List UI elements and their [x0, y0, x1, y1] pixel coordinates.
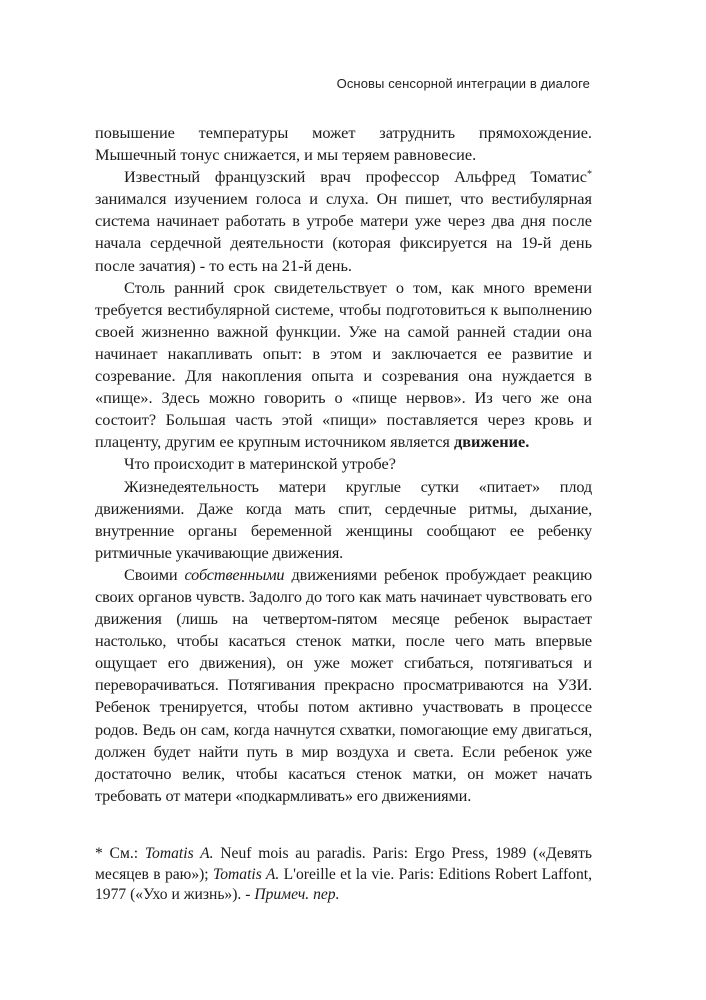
- paragraph-1: повышение температуры может затруднить прямохождение. Мышечный тонус снижается, и мы теряем равновесие.: [95, 123, 592, 165]
- paragraph-5: Жизнедеятельность матери круглые сутки «питает» плод движениями. Даже когда мать спит, сердечные ритмы, дыхание, внутренние органы беременной женщины сообщают ее ребенку ритмичные укачивающие движения.: [95, 476, 592, 562]
- footnote: [95, 844, 592, 906]
- main-text: [95, 122, 592, 807]
- footnote-text: [95, 844, 592, 906]
- paragraph-6-italic-word: собственными: [184, 564, 285, 584]
- footnote-author-2: Tomatis A.: [212, 865, 280, 883]
- footnote-author-1: Tomatis A.: [144, 845, 214, 862]
- footnote-marker: *: [587, 169, 592, 181]
- paragraph-2-text-start: Известный французский врач профессор Альфред Томатис: [124, 167, 587, 187]
- footnote-ref-2: L'oreille et la vie. Paris: Editions Robert Laffont, 1977 («Ухо и жизнь»). -: [95, 865, 592, 903]
- paragraph-3-text: Столь ранний срок свидетельствует о том, как много времени требуется вестибулярной системе, чтобы подготовиться к выполнению своей жизненно важной функции. Уже на самой ранней стадии она начинает накапливать опыт: в этом и заключается ее развитие и созревание. Для накопления опыта и созревания она нуждается в «пище». Здесь можно говорить о «пище нервов». Из чего же она состоит? Большая часть этой «пищи» поставляется через кровь и плаценту, другим ее крупным источником является: [95, 277, 592, 452]
- paragraph-6-text-end: движениями ребенок пробуждает реакцию своих органов чувств. Задолго до того как мать начинает чувствовать его движения (лишь на четвертом-пятом месяце ребенок вырастает настолько, чтобы касаться стенок матки, после чего мать впервые ощущает его движения), он уже может сгибаться, потягиваться и переворачиваться. Потягивания прекрасно просматриваются на УЗИ. Ребенок тренируется, чтобы потом активно участвовать в процессе родов. Ведь он сам, когда начнутся схватки, помогающие ему двигаться, должен будет найти путь в мир воздуха и света. Если ребенок уже достаточно велик, чтобы касаться стенок матки, он может начать требовать от матери «подкармливать» его движениями.: [95, 564, 593, 805]
- footnote-prefix: * См.:: [95, 845, 145, 862]
- running-head: Основы сенсорной интеграции в диалоге: [336, 76, 590, 91]
- paragraph-6-text-start: Своими: [124, 564, 185, 584]
- footnote-translator-note: Примеч. пер.: [254, 886, 340, 903]
- paragraph-3-bold-word: движение.: [453, 432, 530, 452]
- paragraph-6: [95, 564, 592, 807]
- footnote-ref-1: Neuf mois au paradis. Paris: Ergo Press, 1989 («Девять месяцев в раю»);: [95, 845, 593, 883]
- paragraph-2: [95, 166, 592, 276]
- paragraph-4: Что происходит в материнской утробе?: [124, 454, 396, 474]
- paragraph-2-text-end: занимался изучением голоса и слуха. Он пишет, что вестибулярная система начинает работать в утробе матери уже через два дня после начала сердечной деятельности (которая фиксируется на 19-й день после зачатия) - то есть на 21-й день.: [95, 189, 592, 275]
- paragraph-3: [95, 277, 592, 454]
